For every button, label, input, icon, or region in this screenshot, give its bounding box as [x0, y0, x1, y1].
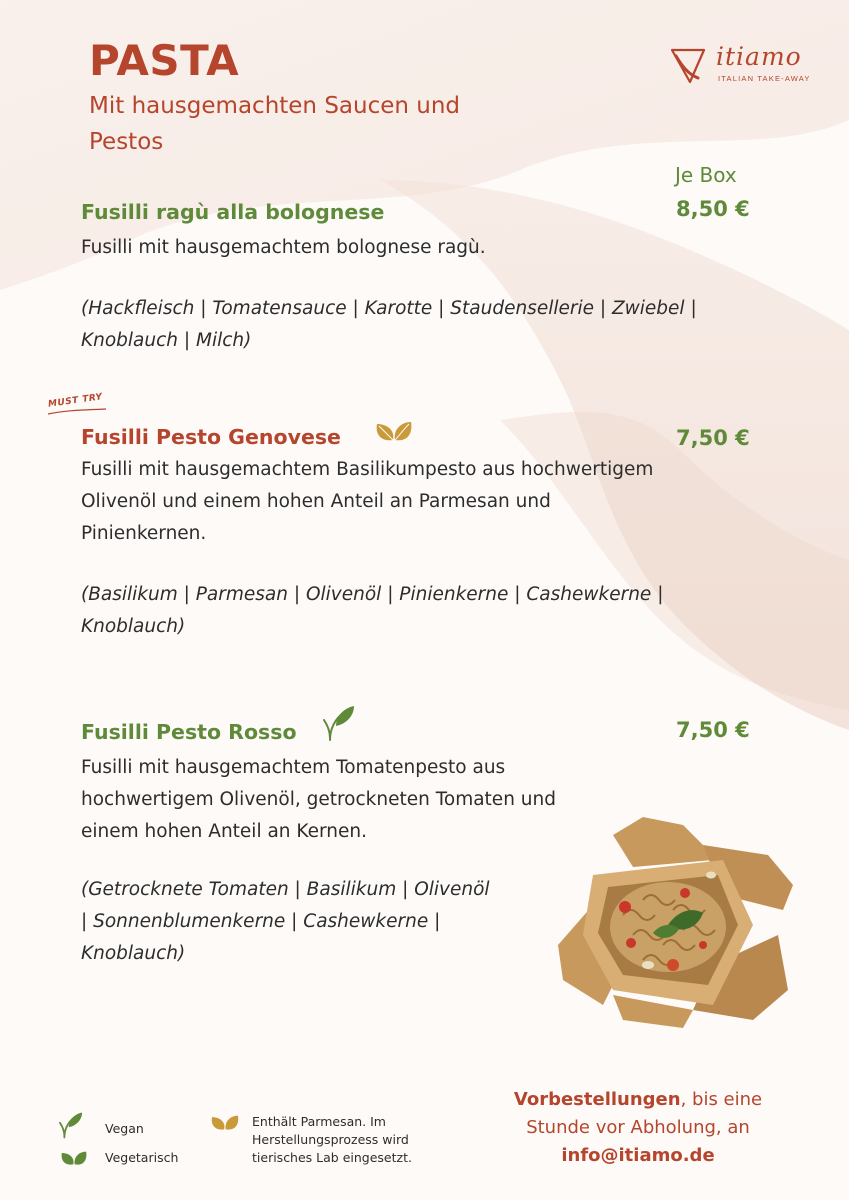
legend-vegan-label: Vegan: [105, 1121, 144, 1136]
logo-mark-icon: [668, 44, 708, 86]
pasta-box-image: [553, 815, 798, 1030]
logo-name: itiamo: [716, 42, 802, 71]
dish-ingredients-bolognese: (Hackfleisch | Tomatensauce | Karotte | Staudensellerie | Zwiebel | Knoblauch | Milch): [81, 298, 697, 351]
legend-vegetarian-label: Vegetarisch: [105, 1150, 179, 1165]
logo-tagline: ITALIAN TAKE-AWAY: [718, 74, 811, 83]
dish-name-rosso: Fusilli Pesto Rosso: [81, 720, 297, 744]
parmesan-legend-icon: [209, 1112, 241, 1133]
dish-name-genovese: Fusilli Pesto Genovese: [81, 425, 341, 449]
price-column-header: Je Box: [675, 163, 737, 187]
dish-description-rosso: Fusilli mit hausgemachtem Tomatenpesto aus hochwertigem Olivenöl, getrockneten Tomaten und einem hohen Anteil an Kernen.: [81, 757, 556, 842]
dish-price-genovese: 7,50 €: [676, 426, 750, 450]
dish-price-rosso: 7,50 €: [676, 718, 750, 742]
dish-ingredients-rosso: (Getrocknete Tomaten | Basilikum | Olivenöl | Sonnenblumenkerne | Cashewkerne | Knoblauch): [81, 879, 490, 964]
page-subtitle: Mit hausgemachten Saucen und Pestos: [89, 93, 461, 155]
dish-description-bolognese: Fusilli mit hausgemachtem bolognese ragù.: [81, 237, 486, 258]
vegan-sprout-icon: [322, 704, 356, 742]
itiamo-logo: [668, 42, 818, 88]
must-try-underline: [46, 408, 108, 416]
vegetarian-leaves-icon: [373, 418, 415, 444]
dish-description-genovese: Fusilli mit hausgemachtem Basilikumpesto aus hochwertigem Olivenöl und einem hohen Anteil an Parmesan und Pinienkernen.: [81, 459, 654, 544]
page-title: PASTA: [89, 36, 240, 85]
must-try-badge: MUST TRY: [47, 392, 104, 410]
dish-price-bolognese: 8,50 €: [676, 197, 750, 221]
legend-parmesan-note: Enthält Parmesan. Im Herstellungsprozess wird tierisches Lab eingesetzt.: [252, 1114, 412, 1165]
preorder-info: [488, 1086, 788, 1170]
preorder-lead: Vorbestellungen: [513, 1089, 681, 1110]
vegetarian-legend-icon: [59, 1148, 89, 1168]
contact-email-link[interactable]: info@itiamo.de: [561, 1145, 715, 1166]
dish-name-bolognese: Fusilli ragù alla bolognese: [81, 200, 385, 224]
vegan-legend-icon: [58, 1111, 84, 1139]
dish-ingredients-genovese: (Basilikum | Parmesan | Olivenöl | Pinienkerne | Cashewkerne | Knoblauch): [81, 584, 664, 637]
preorder-text: , bis eine Stunde vor Abholung, an: [526, 1089, 763, 1138]
